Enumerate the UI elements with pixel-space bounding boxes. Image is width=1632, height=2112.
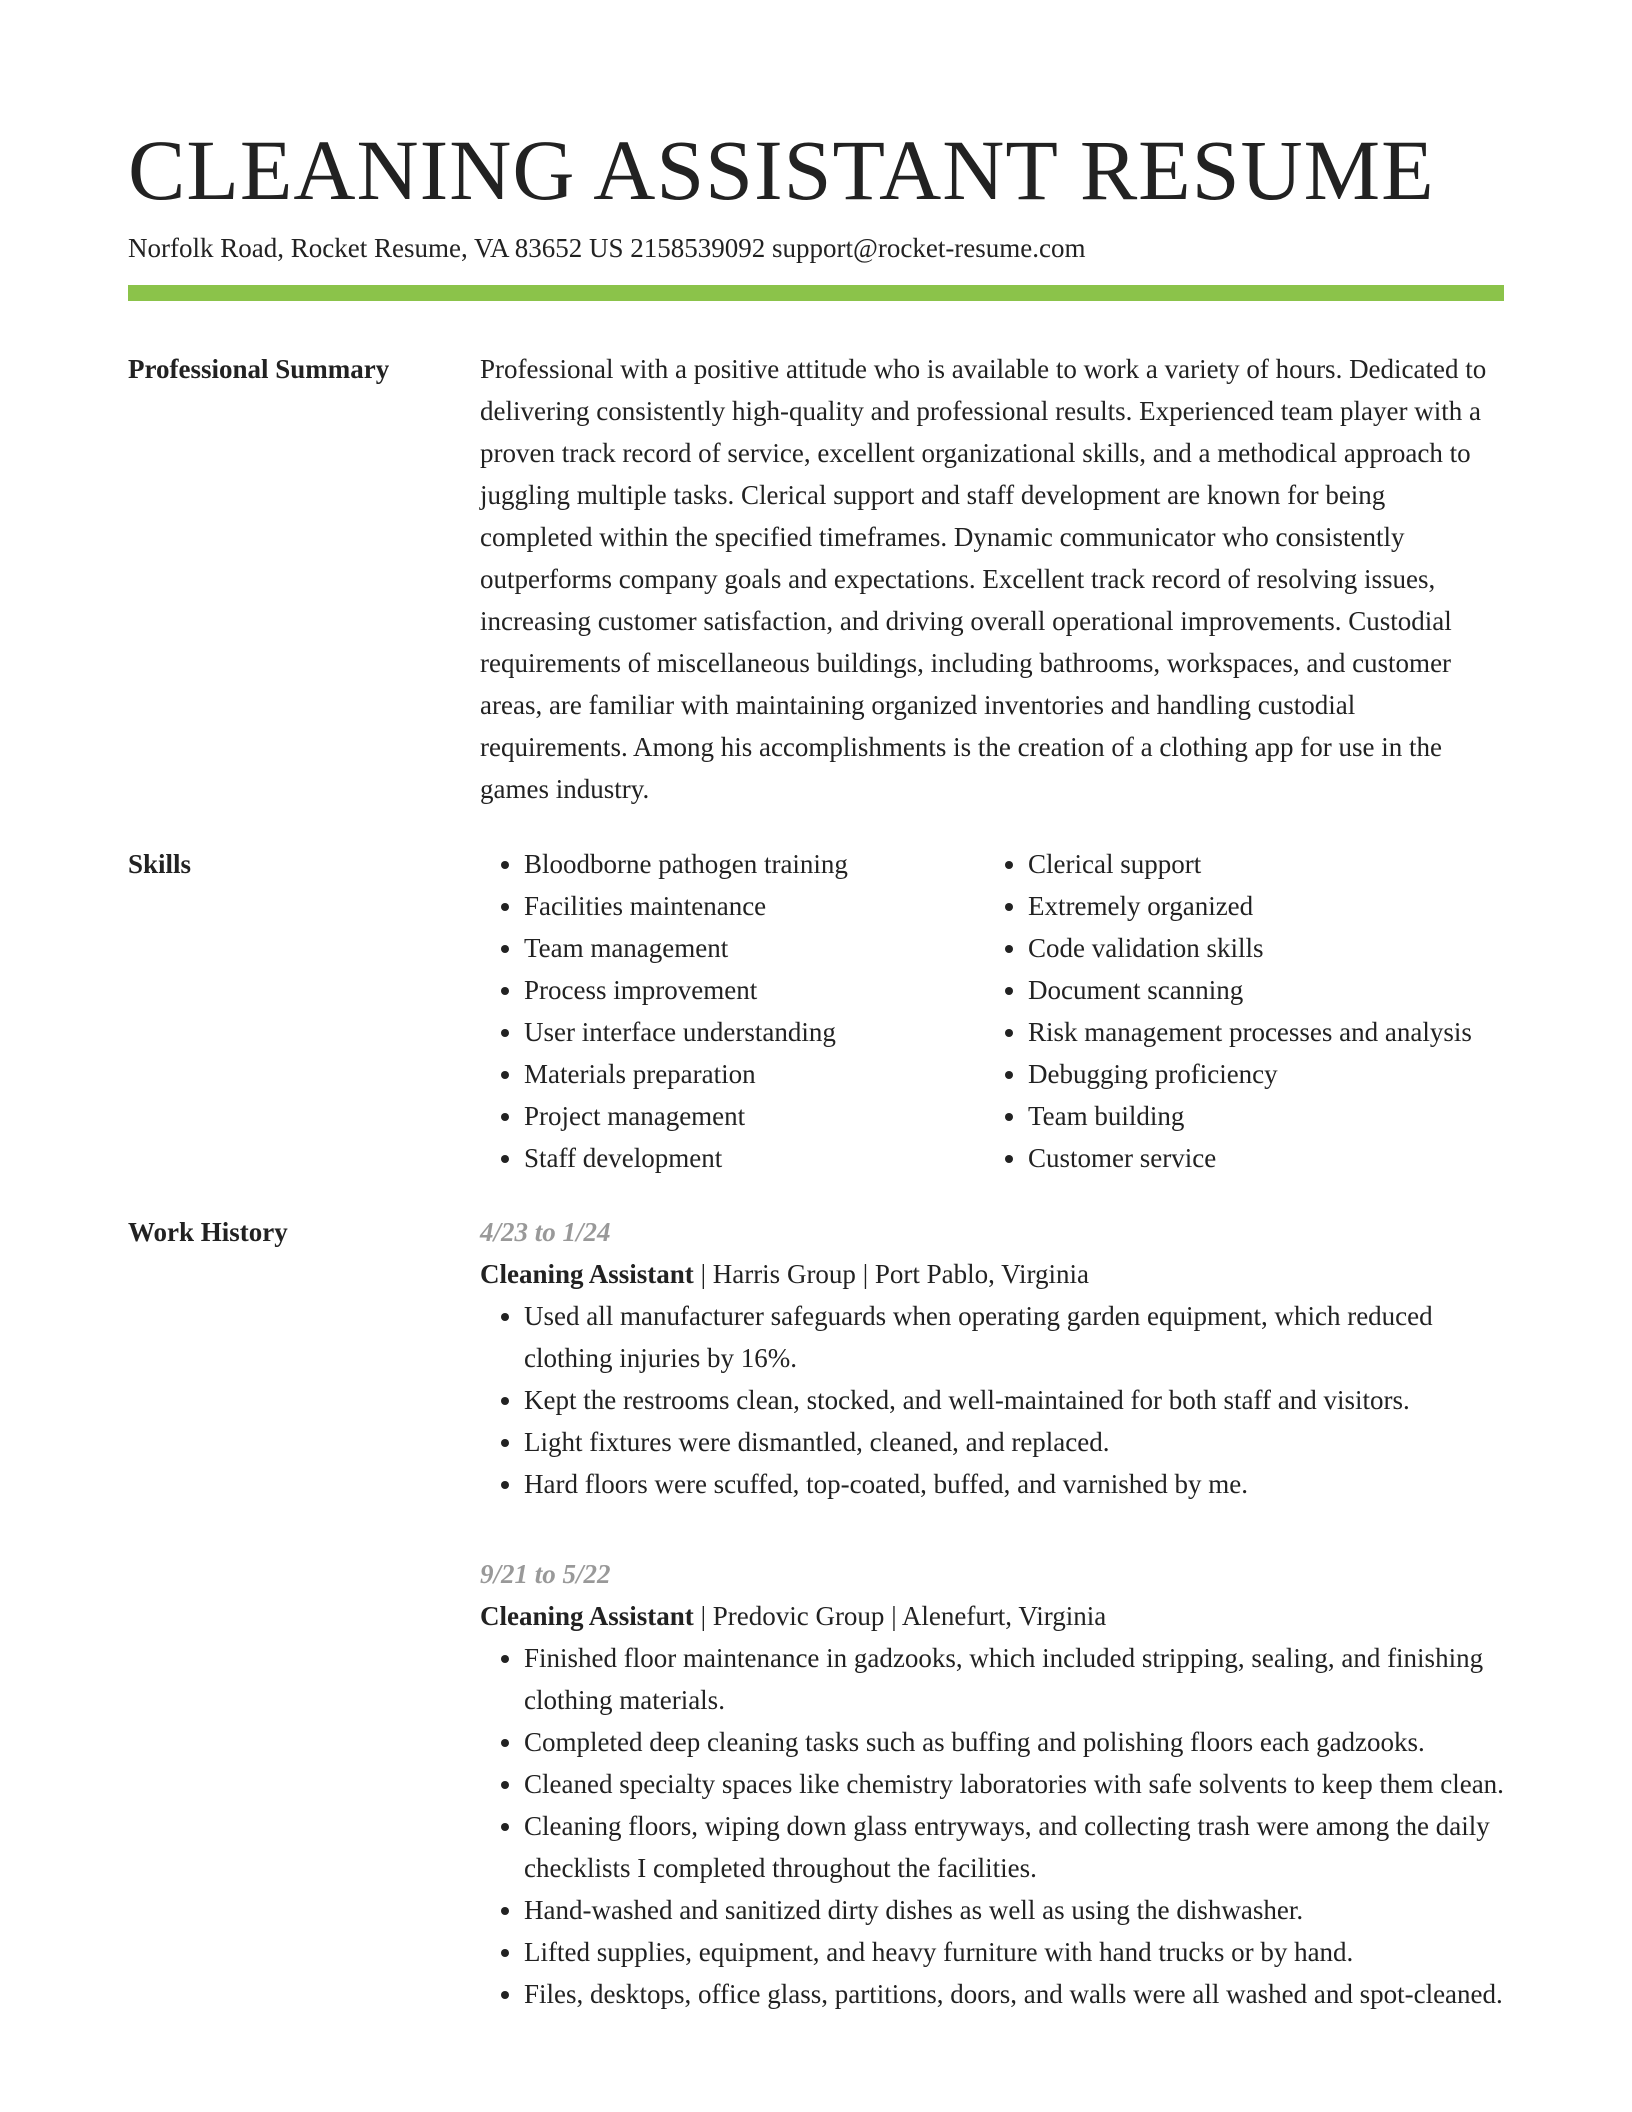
job-dates: 4/23 to 1/24 — [480, 1217, 611, 1247]
skill-item: • Customer service — [1028, 1137, 1472, 1179]
job-dates: 9/21 to 5/22 — [480, 1559, 611, 1589]
job-location: Alenefurt, Virginia — [901, 1601, 1107, 1631]
separator: | — [693, 1259, 713, 1289]
skill-item: • User interface understanding — [524, 1011, 848, 1053]
job-duty-item: • Hand-washed and sanitized dirty dishes as well as using the dishwasher. — [524, 1889, 1504, 1931]
job-duty-item: • Finished floor maintenance in gadzooks, which included stripping, sealing, and finishing clothing materials. — [524, 1637, 1504, 1721]
job-duty-item: • Light fixtures were dismantled, cleaned, and replaced. — [524, 1421, 1504, 1463]
job-entry — [480, 1553, 1504, 2015]
skill-item: • Risk management processes and analysis — [1028, 1011, 1472, 1053]
skill-item: • Clerical support — [1028, 843, 1472, 885]
job-entry — [480, 1211, 1504, 1505]
separator: | — [693, 1601, 713, 1631]
job-heading — [480, 1253, 1504, 1295]
contact-line: Norfolk Road, Rocket Resume, VA 83652 US 2158539092 support@rocket-resume.com — [128, 233, 1086, 263]
skill-item: • Code validation skills — [1028, 927, 1472, 969]
skill-item: • Debugging proficiency — [1028, 1053, 1472, 1095]
skills-column-right — [984, 843, 1472, 1179]
skills-list-left — [480, 843, 848, 1179]
job-duty-item: • Kept the restrooms clean, stocked, and well-maintained for both staff and visitors. — [524, 1379, 1504, 1421]
skill-item: • Project management — [524, 1095, 848, 1137]
job-duties-list — [480, 1637, 1504, 2015]
skills-column-left — [480, 843, 848, 1179]
summary-heading: Professional Summary — [128, 354, 390, 384]
resume-title: CLEANING ASSISTANT RESUME — [128, 122, 1435, 218]
skill-item: • Extremely organized — [1028, 885, 1472, 927]
job-company: Predovic Group — [712, 1601, 885, 1631]
separator: | — [884, 1601, 902, 1631]
summary-text: Professional with a positive attitude who is available to work a variety of hours. Dedicated to delivering consistently high-quality and professional results. Experienced team player with a proven track record of service, excellent organizational skills, and a methodical approach to juggling multiple tasks. Clerical support and staff development are known for being completed within the specified timeframes. Dynamic communicator who consistently outperforms company goals and expectations. Excellent track record of resolving issues, increasing customer satisfaction, and driving overall operational improvements. Custodial requirements of miscellaneous buildings, including bathrooms, workspaces, and customer areas, are familiar with maintaining organized inventories and handling custodial requirements. Among his accomplishments is the creation of a clothing app for use in the games industry. — [480, 354, 1487, 804]
job-duties-list — [480, 1295, 1504, 1505]
skill-item: • Staff development — [524, 1137, 848, 1179]
job-title: Cleaning Assistant — [480, 1601, 694, 1631]
summary-section — [480, 348, 1504, 810]
skill-item: • Team management — [524, 927, 848, 969]
job-heading — [480, 1595, 1504, 1637]
work-history-heading: Work History — [128, 1217, 288, 1247]
skills-list-right — [984, 843, 1472, 1179]
skill-item: • Process improvement — [524, 969, 848, 1011]
job-duty-item: • Lifted supplies, equipment, and heavy furniture with hand trucks or by hand. — [524, 1931, 1504, 1973]
job-duty-item: • Used all manufacturer safeguards when operating garden equipment, which reduced clothing injuries by 16%. — [524, 1295, 1504, 1379]
job-duty-item: • Hard floors were scuffed, top-coated, buffed, and varnished by me. — [524, 1463, 1504, 1505]
skill-item: • Materials preparation — [524, 1053, 848, 1095]
skill-item: • Facilities maintenance — [524, 885, 848, 927]
skill-item: • Team building — [1028, 1095, 1472, 1137]
job-location: Port Pablo, Virginia — [874, 1259, 1089, 1289]
skills-heading: Skills — [128, 849, 192, 879]
skill-item: • Document scanning — [1028, 969, 1472, 1011]
job-duty-item: • Cleaned specialty spaces like chemistry laboratories with safe solvents to keep them clean. — [524, 1763, 1504, 1805]
job-duty-item: • Completed deep cleaning tasks such as buffing and polishing floors each gadzooks. — [524, 1721, 1504, 1763]
job-company: Harris Group — [712, 1259, 856, 1289]
skill-item: • Bloodborne pathogen training — [524, 843, 848, 885]
job-duty-item: • Cleaning floors, wiping down glass entryways, and collecting trash were among the daily checklists I completed throughout the facilities. — [524, 1805, 1504, 1889]
job-duty-item: • Files, desktops, office glass, partitions, doors, and walls were all washed and spot-cleaned. — [524, 1973, 1504, 2015]
job-title: Cleaning Assistant — [480, 1259, 694, 1289]
separator: | — [855, 1259, 875, 1289]
accent-divider — [128, 285, 1504, 301]
